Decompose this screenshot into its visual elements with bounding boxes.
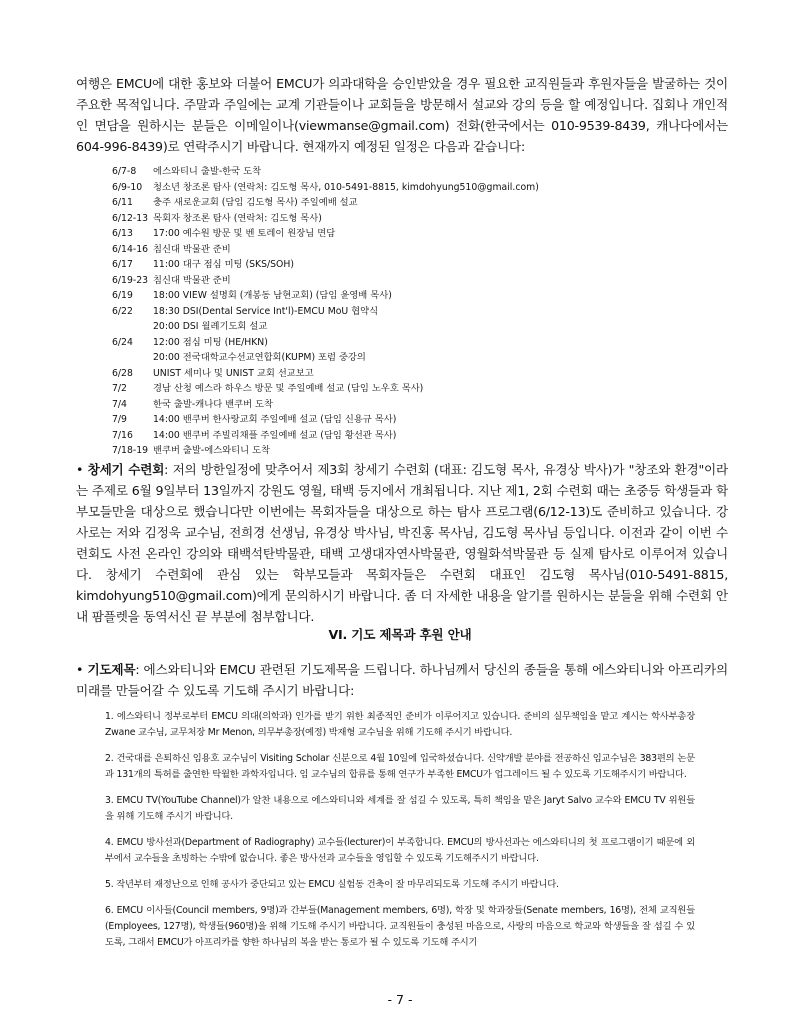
schedule-date: 7/18-19 xyxy=(112,445,149,456)
prayer-item: 6. EMCU 이사들(Council members, 9명)과 간부들(Management members, 6명), 학장 및 학과장들(Senate members, 16명), 전체 교직원들(Employees, 127명), 학생들(960명)을 위해 기도해 주시기 바랍니다. 교직원들이 충성된 마음으로, 사랑의 마음으로 학교와 학생들을 잘 섬길 수 있도록, 그래서 EMCU가 아프리카를 향한 하나님의 복을 받는 통로가 될 수 있도록 기도해 주시기 xyxy=(105,905,695,948)
schedule-row xyxy=(112,226,672,242)
schedule-event: 14:00 밴쿠버 주빌리채플 주일예배 설교 (담임 황선관 목사) xyxy=(153,429,397,441)
schedule-event: 17:00 예수원 방문 및 벤 토레이 원장님 면담 xyxy=(153,228,336,239)
schedule-date: 7/9 xyxy=(112,414,127,425)
schedule-event: 청소년 창조론 탐사 (연락처: 김도형 목사, 010-5491-8815, kimdohyung510@gmail.com) xyxy=(153,181,539,193)
schedule-event: 한국 출발-캐나다 밴쿠버 도착 xyxy=(153,398,273,410)
schedule-event: 밴쿠버 출발-에스와티니 도착 xyxy=(153,445,271,456)
bullet: • xyxy=(76,462,84,477)
retreat-label: 창세기 수련회 xyxy=(87,462,165,477)
schedule-row xyxy=(112,335,672,351)
schedule-event: 침신대 박물관 준비 xyxy=(153,274,231,286)
schedule-event: 12:00 점심 미팅 (HE/HKN) xyxy=(153,336,268,348)
schedule-date: 6/17 xyxy=(112,259,133,270)
schedule-event: 18:30 DSI(Dental Service Int'l)-EMCU MoU 협약식 xyxy=(153,305,379,317)
schedule-event: 18:00 VIEW 설명회 (개봉동 남현교회) (담임 윤영배 목사) xyxy=(153,290,392,301)
schedule-row xyxy=(112,319,672,335)
schedule-date xyxy=(112,319,153,335)
schedule-row xyxy=(112,180,672,196)
schedule-date: 7/4 xyxy=(112,398,127,410)
schedule-date: 6/9-10 xyxy=(112,181,143,193)
schedule-event: 14:00 밴쿠버 한사랑교회 주일예배 설교 (담임 신용규 목사) xyxy=(153,414,397,425)
prayer-intro-paragraph xyxy=(76,659,728,701)
schedule-row xyxy=(112,195,672,211)
prayer-item: 2. 건국대를 은퇴하신 임용호 교수님이 Visiting Scholar 신분으로 4월 10일에 입국하셨습니다. 신약개발 분야를 전공하신 임교수님은 383편의 논문과 131개의 특허를 출연한 탁월한 과학자입니다. 임 교수님의 합류를 통해 연구가 부족한 EMCU가 업그레이드 될 수 있도록 기도해주시기 바랍니다. xyxy=(105,753,695,780)
schedule-row xyxy=(112,257,672,273)
schedule-date: 6/22 xyxy=(112,305,133,317)
schedule-date: 6/19-23 xyxy=(112,274,149,286)
schedule-event: 침신대 박물관 준비 xyxy=(153,243,231,255)
schedule-date: 7/2 xyxy=(112,383,127,394)
prayer-item: 1. 에스와티니 정부로부터 EMCU 의대(의학과) 인가를 받기 위한 최종적인 준비가 이루어지고 있습니다. 준비의 실무책임을 맡고 계시는 학사부총장 Zwane 교수님, 교무처장 Mr Menon, 의무부총장(예정) 박재형 교수님을 위해 기도해 주시기 바랍니다. xyxy=(105,711,695,738)
schedule-row xyxy=(112,397,672,413)
prayer-item: 4. EMCU 방사선과(Department of Radiography) 교수들(lecturer)이 부족합니다. EMCU의 방사선과는 에스와티니의 첫 프로그램이기 때문에 외부에서 교수들을 초빙하는 수밖에 없습니다. 좋은 방사선과 교수들을 영입할 수 있도록 기도해주시기 바랍니다. xyxy=(105,837,695,864)
prayer-label: 기도제목 xyxy=(87,662,136,677)
schedule-row xyxy=(112,412,672,428)
schedule-event: UNIST 세미나 및 UNIST 교회 선교보고 xyxy=(153,367,314,379)
prayer-item: 3. EMCU TV(YouTube Channel)가 알찬 내용으로 에스와티니와 세계를 잘 섬길 수 있도록, 특히 책임을 맡은 Jaryt Salvo 교수와 EMCU TV 위원들을 위해 기도해 주시기 바랍니다. xyxy=(105,795,695,822)
schedule-date: 6/12-13 xyxy=(112,212,149,224)
prayer-item: 5. 작년부터 재정난으로 인해 공사가 중단되고 있는 EMCU 실험동 건축이 잘 마무리되도록 기도해 주시기 바랍니다. xyxy=(105,879,559,890)
section-heading: VI. 기도 제목과 후원 안내 xyxy=(328,627,472,642)
retreat-paragraph xyxy=(76,459,728,627)
schedule-row xyxy=(112,273,672,289)
prayer-intro-text: : 에스와티니와 EMCU 관련된 기도제목을 드립니다. 하나님께서 당신의 종들을 통해 에스와티니와 아프리카의 미래를 만들어갈 수 있도록 기도해 주시기 바랍니다: xyxy=(76,662,728,698)
schedule-row xyxy=(112,366,672,382)
schedule-list xyxy=(112,164,672,459)
schedule-row xyxy=(112,443,672,459)
schedule-row xyxy=(112,428,672,444)
schedule-date: 6/11 xyxy=(112,197,133,208)
schedule-row xyxy=(112,211,672,227)
retreat-text: : 저의 방한일정에 맞추어서 제3회 창세기 수련회 (대표: 김도형 목사, 유경상 박사)가 "창조와 환경"이라는 주제로 6월 9일부터 13일까지 강원도 영월, 태백 등지에서 개최됩니다. 지난 제1, 2회 수련회 때는 초중등 학생들과 학부모들만을 대상으로 했습니다만 이번에는 목회자들을 대상으로 하는 탐사 프로그램(6/12-13)도 준비하고 있습니다. 강사로는 저와 김정욱 교수님, 전희경 선생님, 유경상 박사님, 박진홍 목사님, 김도형 목사님 등입니다. 이전과 같이 이번 수련회도 사전 온라인 강의와 태백석탄박물관, 태백 고생대자연사박물관, 영월화석박물관 등 실제 탐사로 이루어져 있습니다. 창세기 수련회에 관심 있는 학부모들과 목회자들은 수련회 대표인 김도형 목사님(010-5491-8815, kimdohyung510@gmail.com)에게 문의하시기 바랍니다. 좀 더 자세한 내용을 알기를 원하시는 분들을 위해 수련회 안내 팜플렛을 동역서신 끝 부분에 첨부합니다. xyxy=(76,462,728,624)
schedule-event: 20:00 전국대학교수선교연합회(KUPM) 포럼 중강의 xyxy=(153,352,366,363)
schedule-row xyxy=(112,381,672,397)
schedule-event: 에스와티니 출발-한국 도착 xyxy=(153,166,262,177)
schedule-event: 목회자 창조론 탐사 (연락처: 김도형 목사) xyxy=(153,212,322,224)
schedule-date xyxy=(112,350,153,366)
schedule-event: 20:00 DSI 월례기도회 설교 xyxy=(153,321,268,332)
bullet: • xyxy=(76,662,84,677)
schedule-row xyxy=(112,242,672,258)
page-number: - 7 - xyxy=(387,992,413,1007)
schedule-event: 충주 새로운교회 (담임 김도형 목사) 주일예배 설교 xyxy=(153,197,358,208)
schedule-row xyxy=(112,304,672,320)
schedule-date: 6/14-16 xyxy=(112,243,149,255)
schedule-row xyxy=(112,350,672,366)
schedule-date: 6/13 xyxy=(112,228,133,239)
schedule-date: 6/28 xyxy=(112,367,133,379)
schedule-date: 6/19 xyxy=(112,290,133,301)
schedule-date: 6/7-8 xyxy=(112,166,137,177)
intro-paragraph: 여행은 EMCU에 대한 홍보와 더불어 EMCU가 의과대학을 승인받았을 경우 필요한 교직원들과 후원자들을 발굴하는 것이 주요한 목적입니다. 주말과 주일에는 교계 기관들이나 교회들을 방문해서 설교와 강의 등을 할 예정입니다. 집회나 개인적인 면담을 원하시는 분들은 이메일이나(viewmanse@gmail.com) 전화(한국에서는 010-9539-8439, 캐나다에서는 604-996-8439)로 연락주시기 바랍니다. 현재까지 예정된 일정은 다음과 같습니다: xyxy=(76,76,728,154)
schedule-date: 6/24 xyxy=(112,336,133,348)
schedule-row xyxy=(112,288,672,304)
schedule-event: 11:00 대구 점심 미팅 (SKS/SOH) xyxy=(153,259,294,270)
schedule-event: 경남 산청 예스라 하우스 방문 및 주일예배 설교 (담임 노우호 목사) xyxy=(153,383,424,394)
prayer-list xyxy=(105,709,695,961)
schedule-date: 7/16 xyxy=(112,429,133,441)
schedule-row xyxy=(112,164,672,180)
